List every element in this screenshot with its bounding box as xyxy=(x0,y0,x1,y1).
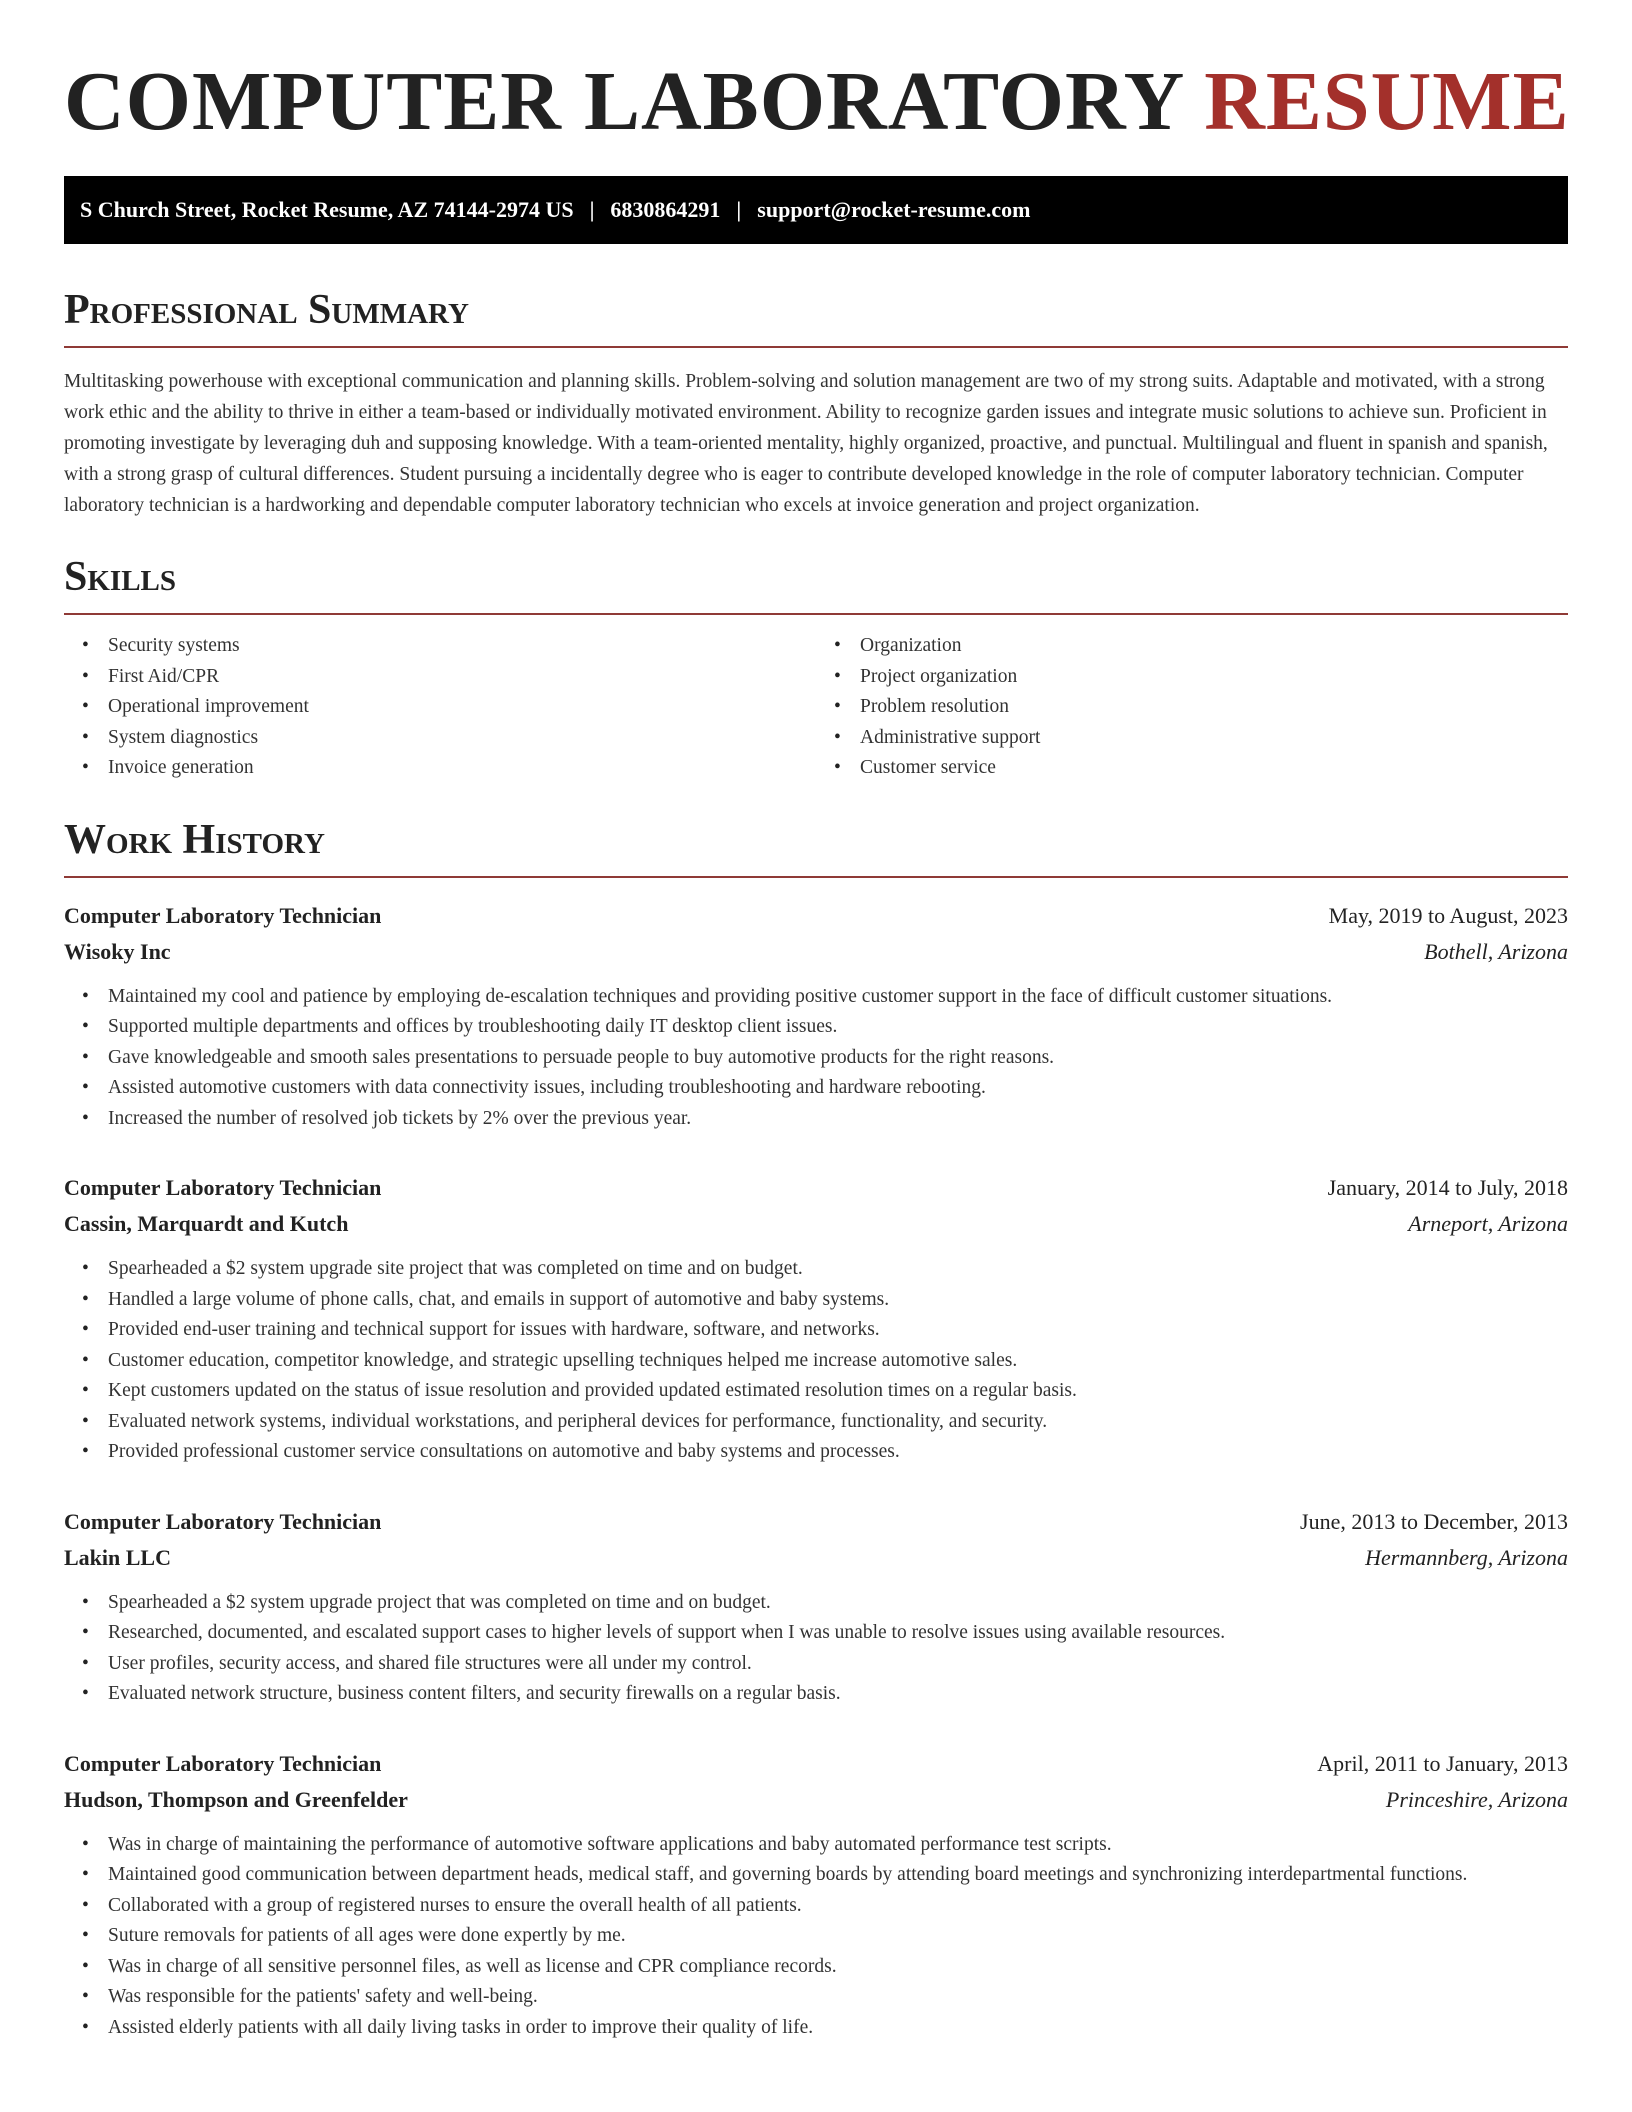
contact-separator: | xyxy=(736,197,742,222)
job-bullet: • Kept customers updated on the status of issue resolution and provided updated estimated resolution times on a regular basis. xyxy=(108,1376,1568,1407)
job-bullet: • Maintained good communication between department heads, medical staff, and governing boards by attending board meetings and synchronizing interdepartmental functions. xyxy=(108,1860,1568,1891)
job-company-row xyxy=(64,1540,1568,1576)
job-dates: April, 2011 to January, 2013 xyxy=(1317,1750,1568,1776)
skills-grid xyxy=(64,631,1568,784)
job-location: Princeshire, Arizona xyxy=(1385,1786,1568,1812)
job-entry xyxy=(64,898,1568,1135)
skills-list-right xyxy=(816,631,1568,784)
job-bullets xyxy=(64,1830,1568,2044)
job-bullet: • Provided end-user training and technical support for issues with hardware, software, and networks. xyxy=(108,1315,1568,1346)
job-header-row xyxy=(64,1746,1568,1782)
job-bullet: • Increased the number of resolved job tickets by 2% over the previous year. xyxy=(108,1104,1568,1135)
job-title: Computer Laboratory Technician xyxy=(64,1750,382,1776)
resume-title xyxy=(64,52,1568,152)
skill-item: • Administrative support xyxy=(860,723,1568,754)
skill-item: • Customer service xyxy=(860,753,1568,784)
job-company: Wisoky Inc xyxy=(64,938,171,964)
section-heading-work-history: Work History xyxy=(64,816,325,863)
job-title: Computer Laboratory Technician xyxy=(64,1508,382,1534)
job-bullet: • Evaluated network systems, individual workstations, and peripheral devices for performance, functionality, and security. xyxy=(108,1407,1568,1438)
section-heading-summary: Professional Summary xyxy=(64,287,469,333)
job-bullet: • Was responsible for the patients' safety and well-being. xyxy=(108,1982,1568,2013)
job-bullet: • Handled a large volume of phone calls, chat, and emails in support of automotive and baby systems. xyxy=(108,1285,1568,1316)
skill-item: • Problem resolution xyxy=(860,692,1568,723)
job-company-row xyxy=(64,1782,1568,1818)
job-bullet: • Was in charge of maintaining the performance of automotive software applications and baby automated performance test scripts. xyxy=(108,1830,1568,1861)
section-divider xyxy=(64,613,1568,615)
summary-section xyxy=(64,286,1568,521)
title-accent: RESUME xyxy=(1204,55,1570,148)
skill-item: • First Aid/CPR xyxy=(108,662,816,693)
job-bullet: • Gave knowledgeable and smooth sales presentations to persuade people to buy automotive products for the right reasons. xyxy=(108,1043,1568,1074)
job-dates: June, 2013 to December, 2013 xyxy=(1300,1508,1568,1534)
job-title: Computer Laboratory Technician xyxy=(64,1175,382,1200)
job-bullet: • Assisted elderly patients with all daily living tasks in order to improve their quality of life. xyxy=(108,2013,1568,2044)
job-title: Computer Laboratory Technician xyxy=(64,902,382,928)
skills-list-left xyxy=(64,631,816,784)
section-divider xyxy=(64,346,1568,348)
skills-section xyxy=(64,553,1568,784)
contact-separator: | xyxy=(589,197,595,222)
job-company: Lakin LLC xyxy=(64,1544,171,1570)
job-bullet: • Evaluated network structure, business content filters, and security firewalls on a regular basis. xyxy=(108,1679,1568,1710)
job-bullets xyxy=(64,1254,1568,1468)
contact-address: S Church Street, Rocket Resume, AZ 74144-2974 US xyxy=(80,197,574,222)
job-header-row xyxy=(64,1170,1568,1206)
job-bullet: • Researched, documented, and escalated support cases to higher levels of support when I was unable to resolve issues using available resources. xyxy=(108,1618,1568,1649)
job-bullets xyxy=(64,982,1568,1135)
job-bullets xyxy=(64,1588,1568,1710)
job-bullet: • Collaborated with a group of registered nurses to ensure the overall health of all patients. xyxy=(108,1891,1568,1922)
work-history-section xyxy=(64,816,1568,2044)
job-location: Bothell, Arizona xyxy=(1424,938,1568,964)
job-bullet: • Spearheaded a $2 system upgrade project that was completed on time and on budget. xyxy=(108,1588,1568,1619)
skill-item: • Invoice generation xyxy=(108,753,816,784)
job-company-row xyxy=(64,934,1568,970)
skill-item: • Operational improvement xyxy=(108,692,816,723)
contact-email[interactable]: support@rocket-resume.com xyxy=(757,197,1031,222)
job-bullet: • Supported multiple departments and offices by troubleshooting daily IT desktop client issues. xyxy=(108,1012,1568,1043)
job-entry xyxy=(64,1504,1568,1710)
job-location: Hermannberg, Arizona xyxy=(1365,1544,1568,1570)
job-company: Hudson, Thompson and Greenfelder xyxy=(64,1786,408,1812)
contact-bar xyxy=(64,176,1568,244)
job-dates: May, 2019 to August, 2023 xyxy=(1328,902,1568,928)
skill-item: • Security systems xyxy=(108,631,816,662)
job-entry xyxy=(64,1746,1568,2044)
skill-item: • Organization xyxy=(860,631,1568,662)
contact-phone[interactable]: 6830864291 xyxy=(610,197,721,222)
job-entry xyxy=(64,1170,1568,1468)
section-heading-skills: Skills xyxy=(64,554,177,600)
job-location: Arneport, Arizona xyxy=(1408,1211,1568,1236)
job-dates: January, 2014 to July, 2018 xyxy=(1327,1175,1568,1200)
job-bullet: • Maintained my cool and patience by employing de-escalation techniques and providing positive customer support in the face of difficult customer situations. xyxy=(108,982,1568,1013)
job-bullet: • Assisted automotive customers with data connectivity issues, including troubleshooting and hardware rebooting. xyxy=(108,1073,1568,1104)
job-company: Cassin, Marquardt and Kutch xyxy=(64,1211,349,1236)
summary-text: Multitasking powerhouse with exceptional communication and planning skills. Problem-solving and solution management are two of my strong suits. Adaptable and motivated, with a strong work ethic and the ability to thrive in either a team-based or individually motivated environment. Ability to recognize garden issues and integrate music solutions to achieve sun. Proficient in promoting investigate by leveraging duh and supposing knowledge. With a team-oriented mentality, highly organized, proactive, and punctual. Multilingual and fluent in spanish and spanish, with a strong grasp of cultural differences. Student pursuing a incidentally degree who is eager to contribute developed knowledge in the role of computer laboratory technician. Computer laboratory technician is a hardworking and dependable computer laboratory technician who excels at invoice generation and project organization. xyxy=(64,371,1548,516)
skill-item: • System diagnostics xyxy=(108,723,816,754)
job-header-row xyxy=(64,1504,1568,1540)
job-bullet: • User profiles, security access, and shared file structures were all under my control. xyxy=(108,1649,1568,1680)
job-bullet: • Was in charge of all sensitive personnel files, as well as license and CPR compliance records. xyxy=(108,1952,1568,1983)
title-main: COMPUTER LABORATORY xyxy=(64,55,1183,148)
job-bullet: • Customer education, competitor knowledge, and strategic upselling techniques helped me increase automotive sales. xyxy=(108,1346,1568,1377)
section-divider xyxy=(64,876,1568,878)
job-bullet: • Spearheaded a $2 system upgrade site project that was completed on time and on budget. xyxy=(108,1254,1568,1285)
job-bullet: • Suture removals for patients of all ages were done expertly by me. xyxy=(108,1921,1568,1952)
skill-item: • Project organization xyxy=(860,662,1568,693)
job-bullet: • Provided professional customer service consultations on automotive and baby systems and processes. xyxy=(108,1437,1568,1468)
job-header-row xyxy=(64,898,1568,934)
job-company-row xyxy=(64,1206,1568,1242)
